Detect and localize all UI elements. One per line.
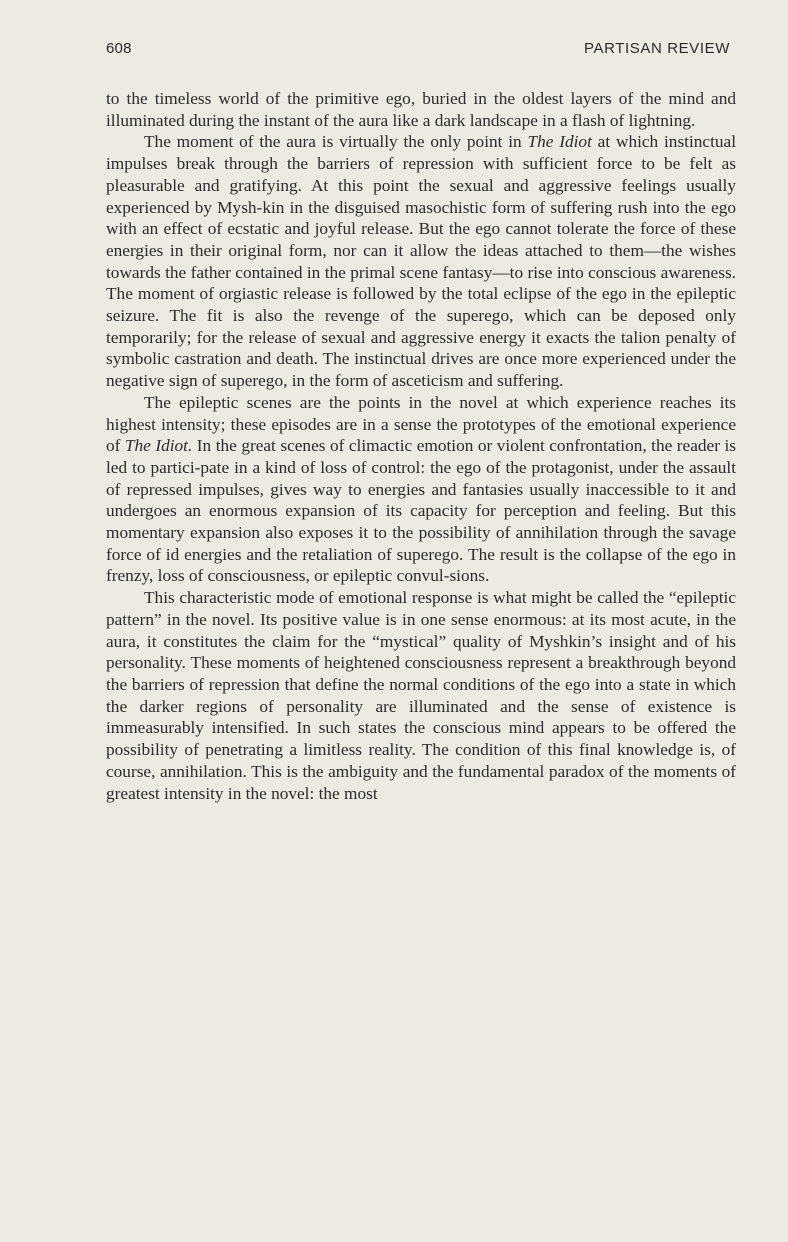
running-head: PARTISAN REVIEW — [584, 40, 730, 57]
text-segment: In the great scenes of climactic emotion or violent confrontation, the reader is led to partici-pate in a kind of loss of control: the ego of the protagonist, under the assault of repressed impulses, gives way to energies and fantasies usually inaccessible to it and undergoes an enormous expansion of its capacity for perception and feeling. But this momentary expansion also exposes it to the possibility of annihilation through the savage force of id energies and the retaliation of superego. The result is the collapse of the ego in frenzy, loss of consciousness, or epileptic convul-sions. — [106, 436, 737, 586]
text-segment: The epileptic scenes are the points in the novel at which experience reaches its highest intensity; these episodes are in a sense the prototypes of the emotional experience of — [106, 392, 736, 456]
paragraph — [106, 587, 736, 804]
text-segment: This characteristic mode of emotional response is what might be called the “epileptic pattern” in the novel. Its positive value is in one sense enormous: at its most acute, in the aura, it constitutes the claim for the “mystical” quality of Myshkin’s insight and of his personality. These moments of heightened consciousness represent a breakthrough beyond the barriers of repression that define the normal conditions of the ego into a state in which the darker regions of personality are illuminated and the sense of existence is immeasurably intensified. In such states the conscious mind appears to be offered the possibility of penetrating a limitless reality. The condition of this final knowledge is, of course, annihilation. This is the ambiguity and the fundamental paradox of the moments of greatest intensity in the novel: the most — [106, 588, 736, 803]
text-segment: at which instinctual impulses break through the barriers of repression with sufficient force to be felt as pleasurable and gratifying. At this point the sexual and aggressive feelings usually experienced by Mysh-kin in the disguised masochistic form of suffering rush into the ego with an effect of ecstatic and joyful release. But the ego cannot tolerate the force of these energies in their original form, nor can it allow the ideas attached to them—the wishes towards the father contained in the primal scene fantasy—to rise into conscious awareness. The moment of orgiastic release is followed by the total eclipse of the ego in the epileptic seizure. The fit is also the revenge of the superego, which can be deposed only temporarily; for the release of sexual and aggressive energy it exacts the talion penalty of symbolic castration and death. The instinctual drives are once more experienced under the negative sign of superego, in the form of asceticism and suffering. — [106, 132, 736, 391]
page-header — [106, 40, 730, 66]
paragraph — [106, 131, 736, 391]
body-text — [106, 88, 736, 804]
book-title: The Idiot — [527, 132, 592, 152]
text-segment: The moment of the aura is virtually the only point in — [144, 132, 528, 152]
text-segment: to the timeless world of the primitive ego, buried in the oldest layers of the mind and illuminated during the instant of the aura like a dark landscape in a flash of lightning. — [106, 89, 736, 130]
page-number: 608 — [106, 40, 132, 57]
book-title: The Idiot. — [124, 436, 193, 456]
paragraph — [106, 88, 736, 131]
paragraph — [106, 392, 736, 587]
